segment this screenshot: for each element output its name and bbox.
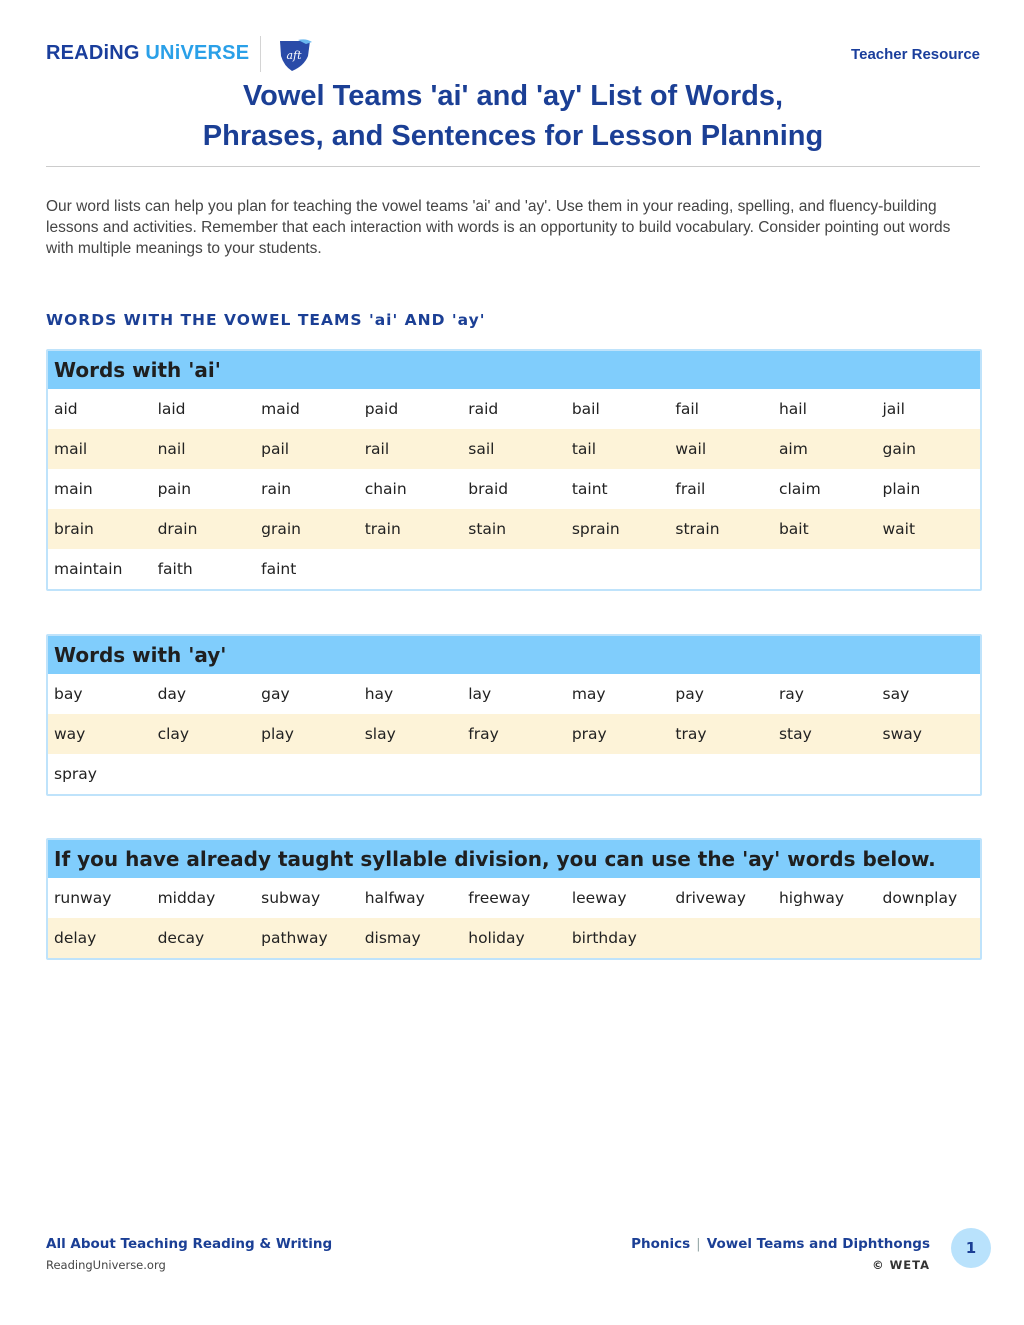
word-cell: claim <box>778 480 821 498</box>
word-cell: sway <box>882 725 922 743</box>
footer-right <box>631 1236 930 1272</box>
word-cell: day <box>157 685 187 703</box>
word-cell: clay <box>157 725 190 743</box>
word-cell: spray <box>54 765 97 783</box>
word-cell: braid <box>468 480 509 498</box>
word-cell: brain <box>54 520 94 538</box>
table-row <box>48 674 980 714</box>
syllable-division-table <box>46 838 982 960</box>
word-cell: aim <box>778 440 808 458</box>
footer-breadcrumb <box>631 1236 930 1252</box>
word-cell: rail <box>364 440 390 458</box>
title-line-2: Phrases, and Sentences for Lesson Planning <box>202 120 824 152</box>
table-body <box>48 674 980 794</box>
word-cell: leeway <box>571 889 627 907</box>
word-cell: taint <box>571 480 608 498</box>
svg-text:aft: aft <box>286 49 302 62</box>
word-cell: frail <box>675 480 706 498</box>
word-cell: hail <box>778 400 807 418</box>
word-cell: sail <box>468 440 495 458</box>
breadcrumb-separator: | <box>696 1236 701 1252</box>
word-cell: drain <box>157 520 198 538</box>
word-cell: midday <box>157 889 216 907</box>
word-cell: pathway <box>261 929 328 947</box>
table-title: If you have already taught syllable division, you can use the 'ay' words below. <box>48 840 980 878</box>
word-cell: chain <box>364 480 407 498</box>
word-cell: gay <box>261 685 290 703</box>
table-row <box>48 754 980 794</box>
word-cell: dismay <box>364 929 421 947</box>
table-row <box>48 714 980 754</box>
title-divider <box>46 166 980 167</box>
teacher-resource-label: Teacher Resource <box>851 46 980 63</box>
word-cell: gain <box>882 440 916 458</box>
words-ai-table <box>46 349 982 591</box>
word-cell: halfway <box>364 889 425 907</box>
aft-shield-icon[interactable] <box>276 38 314 72</box>
word-cell: lay <box>468 685 492 703</box>
word-cell: bait <box>778 520 809 538</box>
word-cell: tray <box>675 725 707 743</box>
word-cell: birthday <box>571 929 637 947</box>
word-cell: bail <box>571 400 600 418</box>
table-row <box>48 509 980 549</box>
word-cell: pray <box>571 725 607 743</box>
table-row <box>48 918 980 958</box>
word-cell: delay <box>54 929 97 947</box>
word-cell: tail <box>571 440 597 458</box>
word-cell: plain <box>882 480 921 498</box>
word-cell: pain <box>157 480 192 498</box>
word-cell: way <box>54 725 86 743</box>
word-cell: aid <box>54 400 78 418</box>
word-cell: wail <box>675 440 707 458</box>
word-cell: say <box>882 685 910 703</box>
table-row <box>48 429 980 469</box>
footer-tagline: All About Teaching Reading & Writing <box>46 1236 333 1252</box>
page-title <box>46 76 980 156</box>
word-cell: raid <box>468 400 499 418</box>
word-cell: decay <box>157 929 205 947</box>
logo-reading-text: READiNG <box>46 42 140 64</box>
word-cell: sprain <box>571 520 620 538</box>
word-cell: nail <box>157 440 186 458</box>
word-cell: stay <box>778 725 812 743</box>
table-body <box>48 389 980 589</box>
logo-universe-text: UNiVERSE <box>145 42 250 64</box>
word-cell: runway <box>54 889 112 907</box>
word-cell: ray <box>778 685 804 703</box>
word-cell: maintain <box>54 560 123 578</box>
page-number-badge: 1 <box>951 1228 991 1268</box>
word-cell: bay <box>54 685 83 703</box>
words-ay-table <box>46 634 982 796</box>
word-cell: faith <box>157 560 193 578</box>
word-cell: paid <box>364 400 399 418</box>
footer-left <box>46 1236 332 1272</box>
word-cell: laid <box>157 400 186 418</box>
copyright: © WETA <box>872 1258 930 1272</box>
page-header <box>46 36 980 76</box>
footer-site-link[interactable]: ReadingUniverse.org <box>46 1258 166 1272</box>
table-row <box>48 549 980 589</box>
word-cell: train <box>364 520 401 538</box>
word-cell: fail <box>675 400 699 418</box>
word-cell: hay <box>364 685 394 703</box>
breadcrumb-vowel-teams[interactable]: Vowel Teams and Diphthongs <box>706 1236 930 1252</box>
word-cell: stain <box>468 520 507 538</box>
word-cell: driveway <box>675 889 746 907</box>
table-title: Words with 'ai' <box>48 351 980 389</box>
word-cell: maid <box>261 400 300 418</box>
word-cell: faint <box>261 560 297 578</box>
word-cell: highway <box>778 889 845 907</box>
word-cell: jail <box>882 400 905 418</box>
word-cell: holiday <box>468 929 525 947</box>
word-cell: downplay <box>882 889 958 907</box>
word-cell: fray <box>468 725 499 743</box>
word-cell: rain <box>261 480 292 498</box>
title-line-1: Vowel Teams 'ai' and 'ay' List of Words, <box>242 80 784 112</box>
word-cell: play <box>261 725 294 743</box>
intro-paragraph: Our word lists can help you plan for teaching the vowel teams 'ai' and 'ay'. Use them in your reading, spelling, and fluency-building lessons and activities. Remember that each interaction with words is an opportunity to build vocabulary. Consider pointing out words with multiple meanings to your students. <box>46 198 951 257</box>
table-body <box>48 878 980 958</box>
word-cell: wait <box>882 520 916 538</box>
word-cell: pay <box>675 685 704 703</box>
table-row <box>48 469 980 509</box>
word-cell: may <box>571 685 606 703</box>
word-cell: mail <box>54 440 88 458</box>
table-row <box>48 389 980 429</box>
reading-universe-logo[interactable] <box>46 42 249 65</box>
word-cell: slay <box>364 725 396 743</box>
word-cell: pail <box>261 440 290 458</box>
word-cell: grain <box>261 520 301 538</box>
breadcrumb-phonics[interactable]: Phonics <box>631 1236 691 1252</box>
section-heading: WORDS WITH THE VOWEL TEAMS 'ai' AND 'ay' <box>46 311 486 329</box>
logo-divider <box>260 36 261 72</box>
word-cell: main <box>54 480 93 498</box>
table-title: Words with 'ay' <box>48 636 980 674</box>
word-cell: freeway <box>468 889 531 907</box>
table-row <box>48 878 980 918</box>
word-cell: subway <box>261 889 321 907</box>
word-cell: strain <box>675 520 720 538</box>
